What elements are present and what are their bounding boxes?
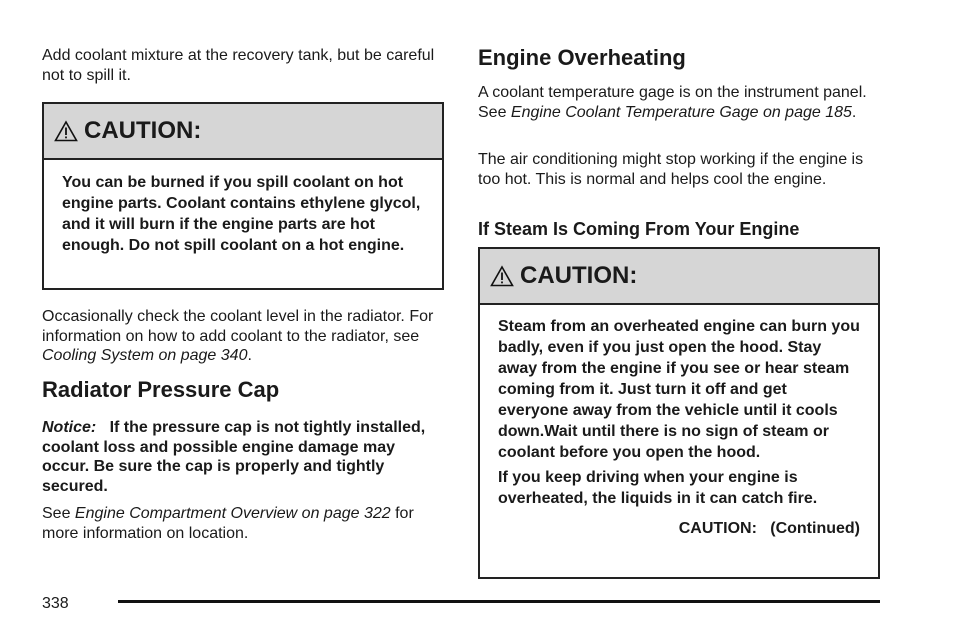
gage-text: A coolant temperature gage is on the instrument panel. See [478, 84, 867, 121]
page-number: 338 [42, 595, 69, 612]
caution-body [480, 305, 878, 539]
caution-text-steam: Steam from an overheated engine can burn you badly, even if you just open the hood. Stay away from the engine if you see or hear steam coming from it. Just turn it off and get everyone away from the vehicle until it cools down.Wait until there is no sign of steam or coolant before you open the hood. [498, 318, 860, 461]
see-suffix: for more information on location. [42, 505, 414, 542]
caution-text-fire: If you keep driving when your engine is overheated, the liquids in it can catch fire. [498, 469, 818, 507]
caution-text: You can be burned if you spill coolant on hot engine parts. Coolant contains ethylene glycol, and it will burn if the engine parts are hot enough. Do not spill coolant on a hot engine. [62, 174, 421, 254]
caution-body [44, 160, 442, 256]
radiator-heading: Radiator Pressure Cap [42, 377, 280, 402]
notice-label: Notice: [42, 419, 97, 436]
caution-title: CAUTION: [520, 262, 638, 289]
check-end: . [247, 347, 252, 364]
caution-header [480, 249, 878, 305]
caution-box-coolant [42, 102, 444, 290]
caution-continued: CAUTION: (Continued) [678, 520, 860, 537]
engine-overheating-heading: Engine Overheating [478, 45, 686, 70]
engine-compartment-reference: Engine Compartment Overview on page 322 [74, 505, 391, 522]
notice-text: If the pressure cap is not tightly installed, coolant loss and possible engine damage may occur. Be sure the cap is properly and tightly secured. [42, 419, 426, 495]
intro-paragraph: Add coolant mixture at the recovery tank, but be careful not to spill it. [42, 47, 435, 84]
check-paragraph [42, 307, 446, 366]
footer-rule [118, 600, 880, 603]
caution-title: CAUTION: [84, 117, 202, 144]
caution-header [44, 104, 442, 160]
cooling-system-reference: Cooling System on page 340 [42, 347, 248, 364]
steam-heading: If Steam Is Coming From Your Engine [478, 219, 800, 239]
gage-end: . [851, 103, 857, 121]
warning-triangle-icon [490, 265, 514, 287]
notice-paragraph [42, 418, 446, 496]
warning-triangle-icon [54, 120, 78, 142]
caution-box-steam [478, 247, 880, 579]
gage-paragraph [478, 83, 878, 122]
see-paragraph [42, 504, 446, 543]
see-prefix: See [42, 505, 75, 522]
ac-paragraph: The air conditioning might stop working if the engine is too hot. This is normal and helps cool the engine. [478, 151, 864, 188]
check-text: Occasionally check the coolant level in the radiator. For information on how to add coolant to the radiator, see [42, 308, 434, 345]
temperature-gage-reference: Engine Coolant Temperature Gage on page 185 [510, 103, 852, 121]
